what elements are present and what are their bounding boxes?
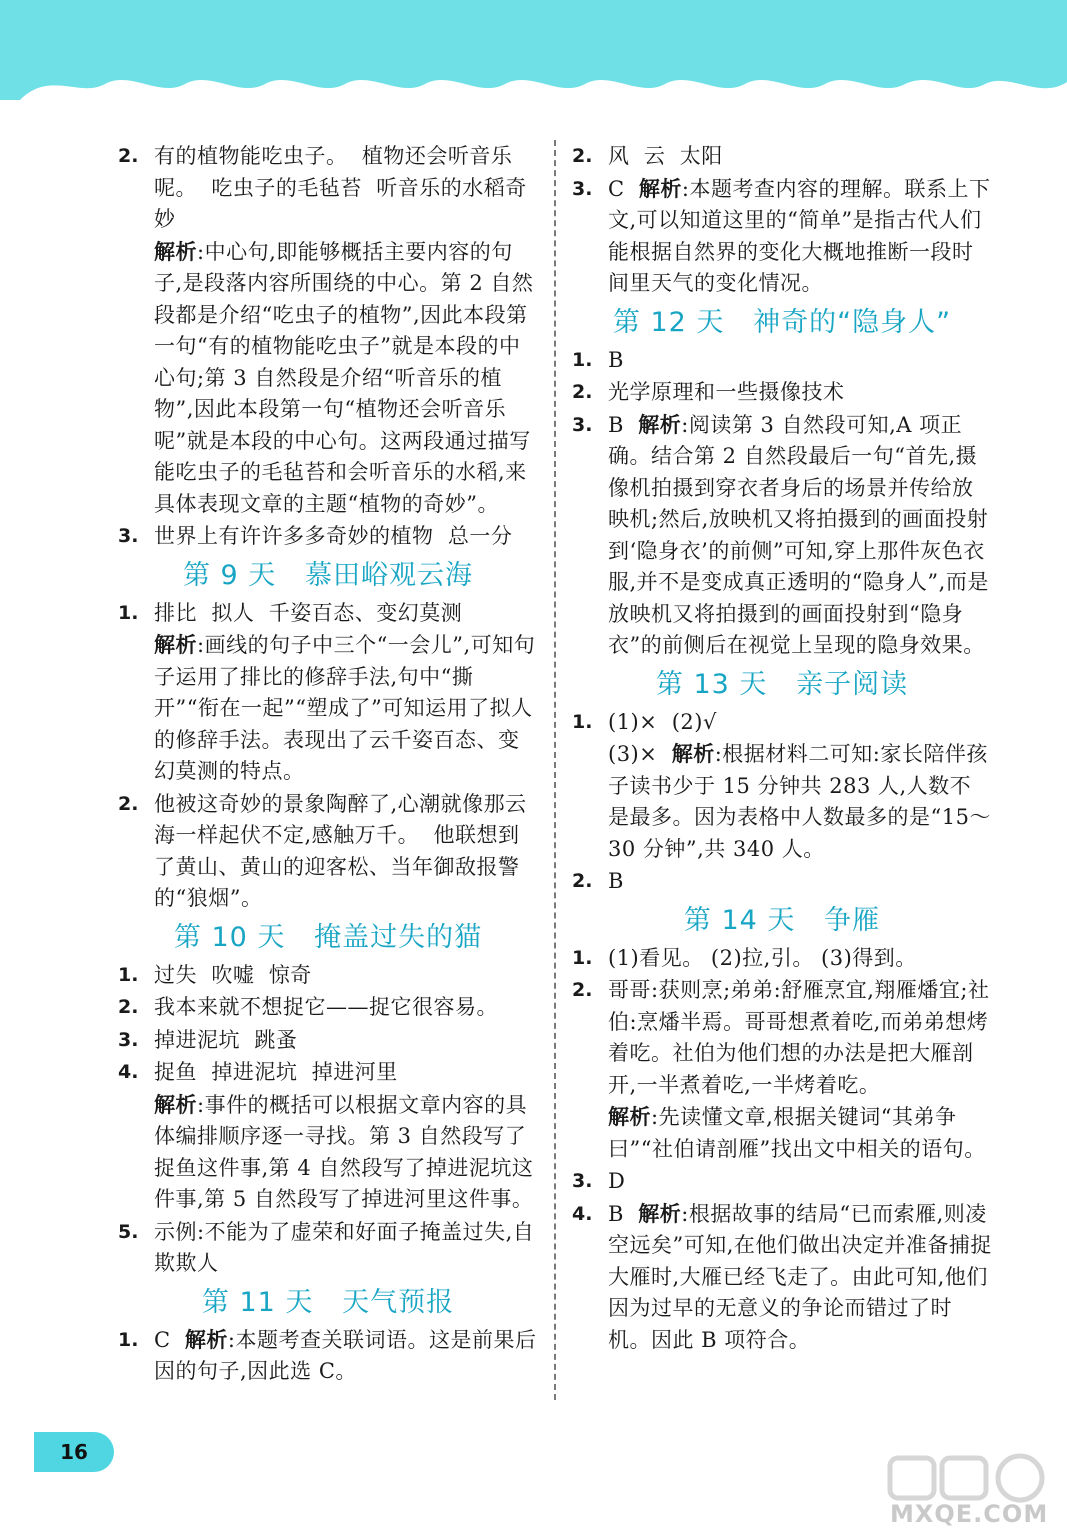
- item-text: [154, 792, 527, 911]
- item-number: 5.: [118, 1220, 139, 1243]
- answer-item: [572, 1166, 992, 1198]
- answer-item: [572, 707, 992, 739]
- item-text: [608, 946, 917, 970]
- item-number: 2.: [572, 381, 593, 403]
- text-run: B: [608, 869, 624, 893]
- item-number: 2.: [118, 145, 139, 167]
- answer-note: [118, 237, 538, 521]
- page-number: 16: [34, 1432, 114, 1472]
- item-number: 3.: [118, 525, 139, 547]
- item-number: 2.: [572, 870, 593, 892]
- analysis-label: 解析: [638, 412, 682, 437]
- text-run: 掉进泥坑 跳蚤: [154, 1027, 298, 1052]
- answer-item: [572, 345, 992, 377]
- text-run: 世界上有许许多多奇妙的植物 总一分: [154, 524, 513, 548]
- item-number: 1.: [118, 1328, 139, 1351]
- answer-item: [118, 1217, 538, 1280]
- answer-item: [118, 521, 538, 553]
- text-run: 有的植物能吃虫子。 植物还会听音乐呢。 吃虫子的毛毡苔 听音乐的水稻奇妙: [154, 144, 527, 231]
- section-heading: 第 10 天 掩盖过失的猫: [173, 921, 483, 953]
- item-number: 2.: [572, 145, 593, 167]
- text-run: 捉鱼 掉进泥坑 掉进河里: [154, 1060, 398, 1084]
- item-number: 1.: [572, 348, 593, 371]
- item-text: [608, 710, 717, 734]
- analysis-label: 解析: [638, 176, 682, 201]
- text-run: 哥哥:获则烹;弟弟:舒雁烹宜,翔雁燔宜;社伯:烹燔半焉。哥哥想煮着吃,而弟弟想烤着吃。社伯为他们想的办法是把大雁剖开,一半煮着吃,一半烤着吃。: [608, 978, 990, 1097]
- right-column: [572, 140, 992, 1357]
- answer-note: [572, 1102, 992, 1165]
- text-run: (1)× (2)√: [608, 709, 717, 734]
- answer-item: [118, 1325, 538, 1388]
- item-text: [608, 1169, 625, 1193]
- item-number: 2.: [118, 792, 139, 815]
- answer-item: [118, 1057, 538, 1089]
- answer-item: [118, 141, 538, 236]
- text-run: B: [608, 347, 624, 372]
- answer-note: [118, 630, 538, 788]
- text-run: :事件的概括可以根据文章内容的具体编排顺序逐一寻找。第 3 自然段写了捉鱼这件事,第 4 自然段写了掉进泥坑这件事,第 5 自然段写了掉进河里这件事。: [154, 1092, 534, 1211]
- item-text: [154, 601, 462, 625]
- analysis-label: 解析: [638, 1201, 682, 1226]
- item-text: [154, 1220, 534, 1276]
- text-run: :根据材料二可知:家长陪伴孩子读书少于 15 分钟共 283 人,人数不是最多。因为表格中人数最多的是“15～30 分钟”,共 340 人。: [608, 742, 991, 861]
- analysis-label: 解析: [154, 239, 197, 264]
- item-text: [154, 524, 512, 548]
- answer-item: [118, 789, 538, 915]
- section-heading: 第 12 天 神奇的“隐身人”: [612, 306, 952, 338]
- answer-item: [118, 598, 538, 630]
- section-heading: 第 11 天 天气预报: [201, 1286, 455, 1318]
- item-text: [154, 144, 527, 231]
- answer-item: [572, 943, 992, 975]
- item-number: 2.: [118, 996, 139, 1018]
- text-run: 风 云 太阳: [608, 144, 723, 168]
- text-run: 排比 拟人 千姿百态、变幻莫测: [154, 600, 463, 625]
- section-heading: 第 14 天 争雁: [683, 904, 881, 936]
- item-number: 3.: [118, 1028, 139, 1051]
- item-text: [154, 1060, 398, 1084]
- item-text: [154, 963, 312, 987]
- text-run: 他被这奇妙的景象陶醉了,心潮就像那云海一样起伏不定,感触万千。 他联想到了黄山、黄山的迎客松、当年御敌报警的“狼烟”。: [154, 791, 527, 910]
- answer-item: [572, 866, 992, 898]
- item-text: [608, 869, 624, 893]
- analysis-label: 解析: [608, 1105, 651, 1129]
- answer-item: [572, 410, 992, 662]
- item-number: 4.: [572, 1202, 593, 1225]
- text-run: :阅读第 3 自然段可知,A 项正确。结合第 2 自然段最后一句“首先,摄像机拍摄到穿衣者身后的场景并传给放映机;然后,放映机又将拍摄到的画面投射到‘隐身衣’的前侧”可知,穿上那件灰色衣服,并不是变成真正透明的“隐身人”,而是放映机又将拍摄到的画面投射到“隐身衣”的前侧后在视觉上呈现的隐身效果。: [608, 412, 989, 657]
- item-text: [154, 1028, 297, 1052]
- text-run: :本题考查内容的理解。联系上下文,可以知道这里的“简单”是指古代人们能根据自然界的变化大概地推断一段时间里天气的变化情况。: [608, 176, 991, 295]
- section-heading: 第 13 天 亲子阅读: [655, 668, 909, 700]
- text-run: 我本来就不想捉它——捉它很容易。: [154, 995, 498, 1019]
- analysis-label: 解析: [671, 742, 715, 766]
- analysis-label: 解析: [154, 633, 197, 657]
- answer-item: [118, 960, 538, 992]
- answer-item: [572, 975, 992, 1101]
- answer-item: [572, 377, 992, 409]
- item-number: 1.: [118, 601, 139, 624]
- item-text: [608, 742, 991, 861]
- item-text: [608, 1105, 986, 1161]
- text-run: C: [154, 1327, 185, 1352]
- text-run: B: [608, 412, 639, 437]
- answer-item: [572, 174, 992, 300]
- text-run: 光学原理和一些摄像技术: [608, 380, 845, 404]
- header-wave-band: [0, 0, 1067, 110]
- section-heading: 第 9 天 慕田峪观云海: [182, 559, 474, 591]
- text-run: 过失 吹嘘 惊奇: [154, 962, 312, 987]
- watermark-text: MXQE.COM: [890, 1500, 1049, 1528]
- text-run: :中心句,即能够概括主要内容的句子,是段落内容所围绕的中心。第 2 自然段都是介绍“吃虫子的植物”,因此本段第一句“有的植物能吃虫子”就是本段的中心句;第 3 自然段是介绍“听音乐的植物”,因此本段第一句“植物还会听音乐呢”就是本段的中心句。这两段通过描写能吃虫子的毛毡苔和会听音乐的水稻,来具体表现文章的主题“植物的奇妙”。: [154, 239, 534, 516]
- text-run: B: [608, 1201, 639, 1226]
- item-number: 1.: [118, 963, 139, 986]
- item-text: [154, 633, 535, 783]
- item-text: [154, 995, 498, 1019]
- answer-note: [572, 739, 992, 865]
- item-number: 1.: [572, 710, 593, 733]
- item-text: [608, 978, 989, 1097]
- text-run: :画线的句子中三个“一会儿”,可知句子运用了排比的修辞手法,句中“撕开”“衔在一起”“塑成了”可知运用了拟人的修辞手法。表现出了云千姿百态、变幻莫测的特点。: [154, 633, 536, 783]
- item-number: 1.: [572, 946, 593, 969]
- answer-item: [118, 992, 538, 1024]
- analysis-label: 解析: [184, 1327, 228, 1352]
- answer-item: [572, 141, 992, 173]
- item-number: 3.: [572, 1170, 593, 1192]
- answer-item: [572, 1199, 992, 1357]
- item-number: 3.: [572, 413, 593, 436]
- left-column: [118, 140, 538, 1389]
- item-text: [154, 1093, 533, 1212]
- text-run: (3)×: [608, 742, 672, 766]
- column-divider: [554, 140, 556, 1400]
- item-text: [608, 144, 723, 168]
- item-text: [608, 348, 624, 372]
- text-run: :先读懂文章,根据关键词“其弟争曰”“社伯请剖雁”找出文中相关的语句。: [608, 1105, 986, 1161]
- answer-note: [118, 1090, 538, 1216]
- analysis-label: 解析: [154, 1092, 197, 1117]
- text-run: D: [608, 1169, 626, 1193]
- answer-item: [118, 1025, 538, 1057]
- text-run: :本题考查关联词语。这是前果后因的句子,因此选 C。: [154, 1327, 537, 1383]
- item-text: [154, 240, 533, 516]
- text-run: (1)看见。 (2)拉,引。 (3)得到。: [608, 945, 917, 970]
- item-text: [608, 380, 845, 404]
- item-text: [608, 413, 989, 658]
- item-text: [608, 1202, 992, 1352]
- text-run: 示例:不能为了虚荣和好面子掩盖过失,自欺欺人: [154, 1219, 535, 1275]
- item-number: 4.: [118, 1061, 139, 1083]
- text-run: :根据故事的结局“已而索雁,则凌空远矣”可知,在他们做出决定并准备捕捉大雁时,大雁已经飞走了。由此可知,他们因为过早的无意义的争论而错过了时机。因此 B 项符合。: [608, 1201, 992, 1352]
- item-text: [154, 1328, 537, 1384]
- item-text: [608, 177, 991, 296]
- item-number: 3.: [572, 177, 593, 200]
- item-number: 2.: [572, 979, 593, 1001]
- text-run: C: [608, 176, 639, 201]
